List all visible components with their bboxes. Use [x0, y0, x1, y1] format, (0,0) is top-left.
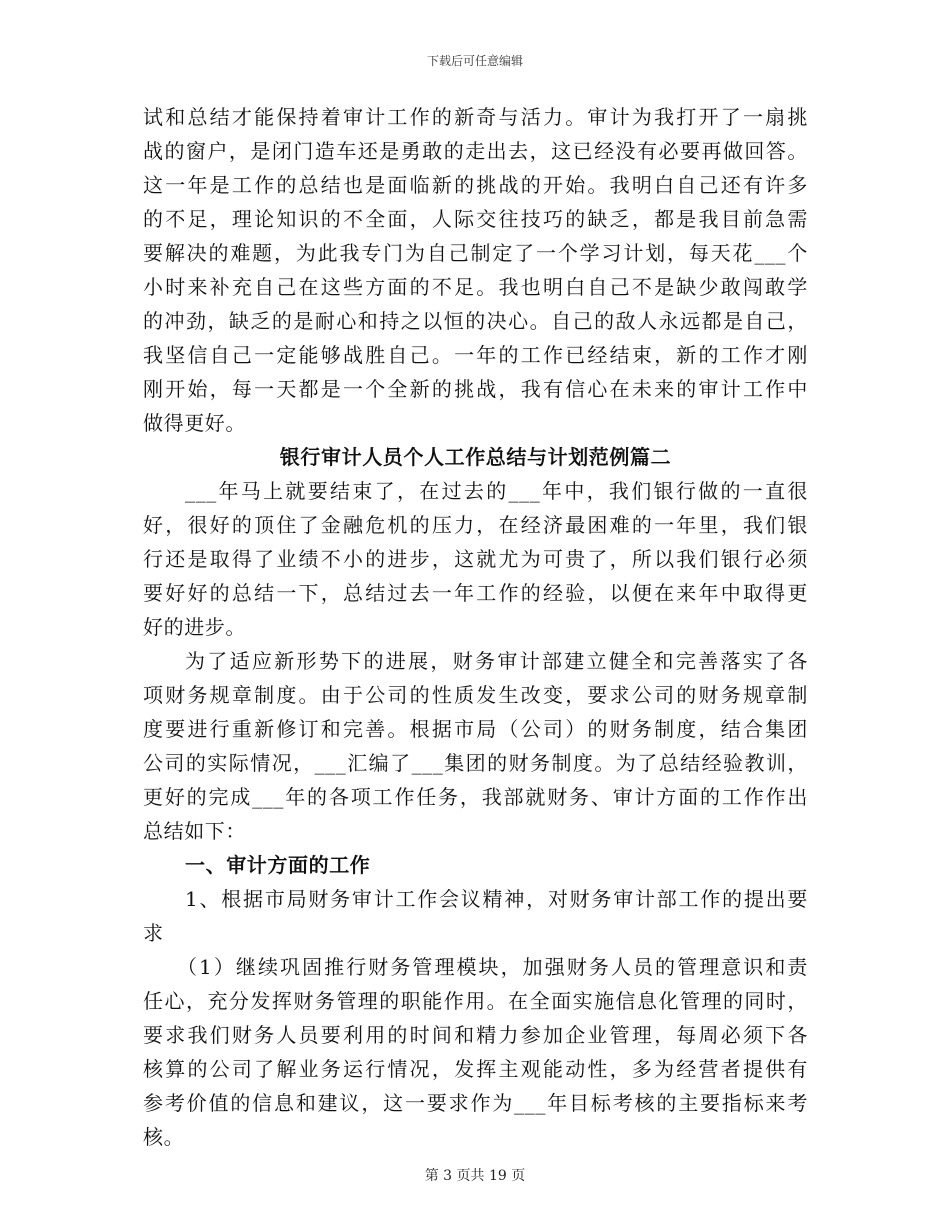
- text-line: 我坚信自己一定能够战胜自己。一年的工作已经结束，新的工作才刚: [143, 343, 808, 367]
- page-number: 第 3 页共 19 页: [424, 1168, 526, 1184]
- text-line: 的冲劲，缺乏的是耐心和持之以恒的决心。自己的敌人永远都是自己，: [143, 309, 808, 333]
- section-title: 银行审计人员个人工作总结与计划范例篇二: [279, 445, 672, 469]
- text-line: 好，很好的顶住了金融危机的压力，在经济最困难的一年里，我们银: [143, 513, 808, 537]
- text-line: 要求我们财务人员要利用的时间和精力参加企业管理，每周必须下各: [143, 1023, 808, 1047]
- text-line: 参考价值的信息和建议，这一要求作为___年目标考核的主要指标来考: [143, 1091, 808, 1115]
- text-line: 做得更好。: [143, 411, 246, 435]
- text-line: 1、根据市局财务审计工作会议精神，对财务审计部工作的提出要: [185, 887, 808, 911]
- text-line: 要解决的难题，为此我专门为自己制定了一个学习计划，每天花___个: [143, 241, 808, 265]
- text-line: 为了适应新形势下的进展，财务审计部建立健全和完善落实了各: [185, 649, 808, 673]
- text-line: 度要进行重新修订和完善。根据市局（公司）的财务制度，结合集团: [143, 717, 808, 741]
- text-line: 任心，充分发挥财务管理的职能作用。在全面实施信息化管理的同时，: [143, 989, 808, 1013]
- subsection-title: 一、审计方面的工作: [185, 853, 371, 877]
- text-line: 战的窗户，是闭门造车还是勇敢的走出去，这已经没有必要再做回答。: [143, 139, 808, 163]
- text-line: 好的进步。: [143, 615, 246, 639]
- document-body: [143, 100, 808, 1154]
- text-line: 核。: [143, 1125, 185, 1149]
- text-line: 这一年是工作的总结也是面临新的挑战的开始。我明白自己还有许多: [143, 173, 808, 197]
- text-line: 刚开始，每一天都是一个全新的挑战，我有信心在未来的审计工作中: [143, 377, 808, 401]
- text-line: 公司的实际情况，___汇编了___集团的财务制度。为了总结经验教训，: [143, 751, 808, 775]
- text-line: 项财务规章制度。由于公司的性质发生改变，要求公司的财务规章制: [143, 683, 808, 707]
- page-header: 下载后可任意编辑: [426, 54, 523, 68]
- text-line: 总结如下：: [143, 819, 246, 843]
- text-line: 更好的完成___年的各项工作任务，我部就财务、审计方面的工作作出: [143, 785, 808, 809]
- text-line: 的不足，理论知识的不全面，人际交往技巧的缺乏，都是我目前急需: [143, 207, 808, 231]
- text-line: 要好好的总结一下，总结过去一年工作的经验，以便在来年中取得更: [143, 581, 808, 605]
- text-line: 求: [143, 921, 164, 945]
- text-line: 核算的公司了解业务运行情况，发挥主观能动性，多为经营者提供有: [143, 1057, 808, 1081]
- text-line: （1）继续巩固推行财务管理模块，加强财务人员的管理意识和责: [177, 955, 808, 979]
- text-line: 行还是取得了业绩不小的进步，这就尤为可贵了，所以我们银行必须: [143, 547, 808, 571]
- text-line: ___年马上就要结束了，在过去的___年中，我们银行做的一直很: [185, 479, 808, 503]
- text-line: 试和总结才能保持着审计工作的新奇与活力。审计为我打开了一扇挑: [143, 105, 808, 129]
- text-line: 小时来补充自己在这些方面的不足。我也明白自己不是缺少敢闯敢学: [143, 275, 808, 299]
